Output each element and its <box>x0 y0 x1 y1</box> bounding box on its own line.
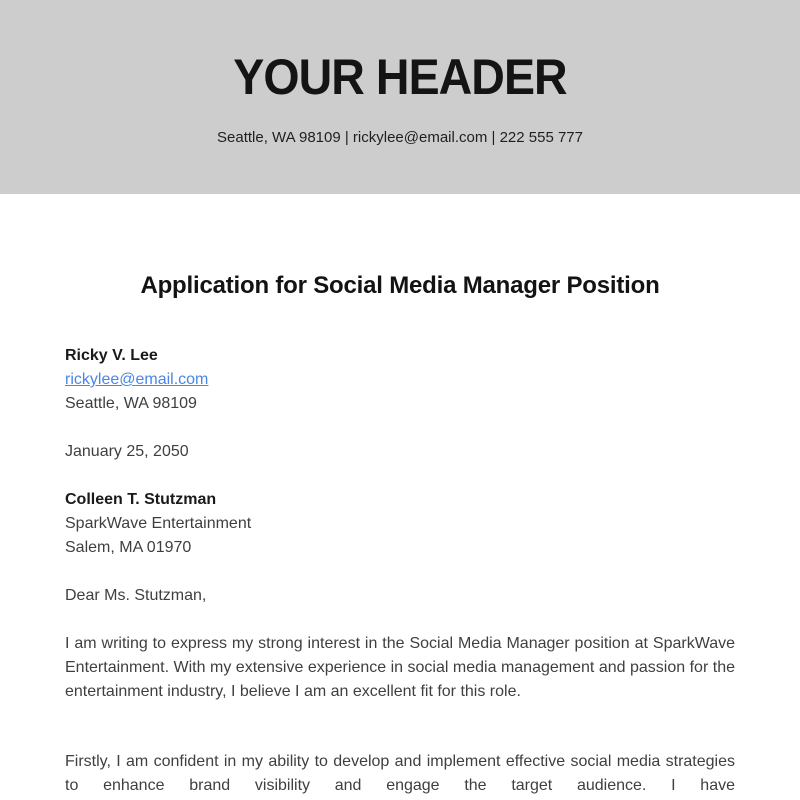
recipient-name: Colleen T. Stutzman <box>65 491 217 508</box>
letter-subject: Application for Social Media Manager Position <box>140 272 660 299</box>
body-paragraph-2: Firstly, I am confident in my ability to develop and implement effective social media strategies to enhance brand visibility and engage the target audience. I have <box>65 753 735 794</box>
sender-name: Ricky V. Lee <box>65 347 158 364</box>
salutation: Dear Ms. Stutzman, <box>65 587 207 604</box>
body-paragraph-1: I am writing to express my strong interest in the Social Media Manager position at SparkWave Entertainment. With my extensive experience in social media management and passion for the entertainment industry, I believe I am an excellent fit for this role. <box>65 635 735 700</box>
recipient-block <box>65 488 735 560</box>
header-title: YOUR HEADER <box>233 49 567 105</box>
recipient-company: SparkWave Entertainment <box>65 515 252 532</box>
sender-email-row <box>65 368 735 392</box>
letter-content <box>0 270 800 798</box>
header-contact-line: Seattle, WA 98109 | rickylee@email.com | 222 555 777 <box>217 129 583 146</box>
sender-block <box>65 344 735 416</box>
sender-location: Seattle, WA 98109 <box>65 395 197 412</box>
recipient-location: Salem, MA 01970 <box>65 539 192 556</box>
sender-email-link[interactable]: rickylee@email.com <box>65 371 209 388</box>
letter-date: January 25, 2050 <box>65 443 189 460</box>
letter-masthead <box>0 0 800 194</box>
